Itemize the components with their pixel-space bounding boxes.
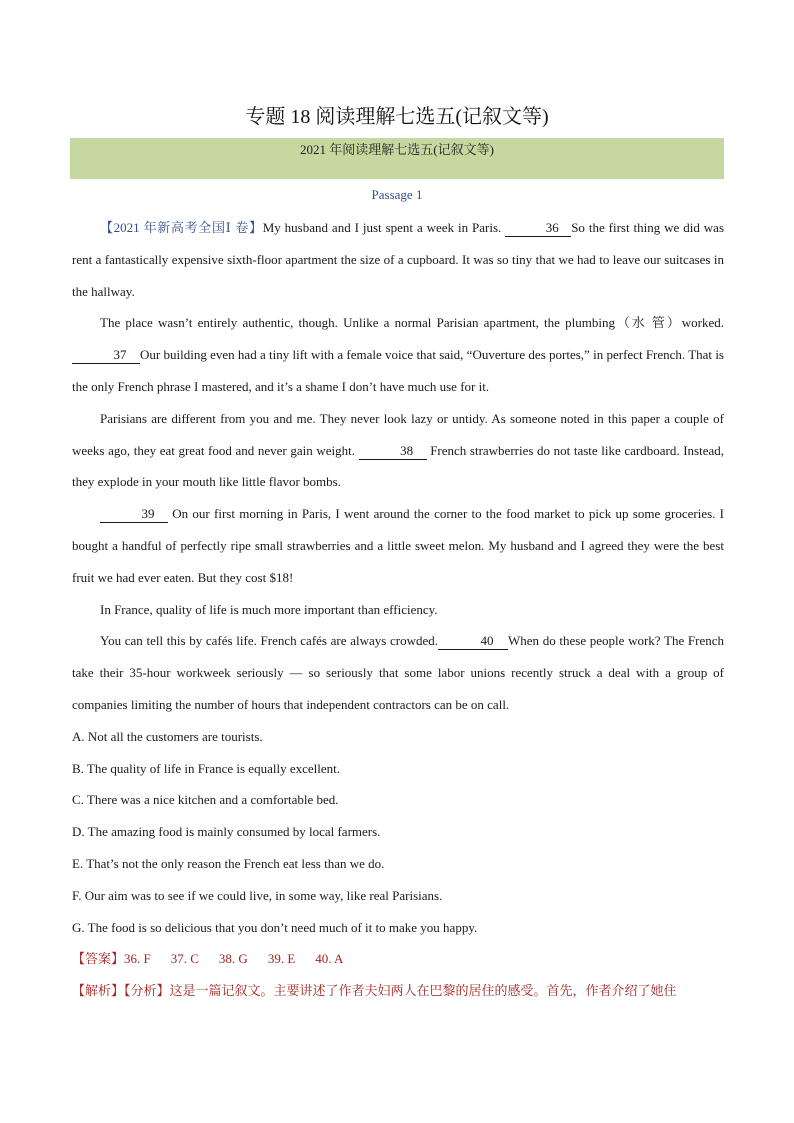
source-tag: 【2021 年新高考全国Ⅰ 卷】 (100, 220, 263, 235)
paragraph-2-text-a: The place wasn’t entirely authentic, though. Unlike a normal Parisian apartment, the plumbing（水 管）worked. (100, 315, 724, 331)
subtitle-band (70, 138, 724, 179)
paragraph-2-text-b: Our building even had a tiny lift with a female voice that said, “Ouverture des portes,” in perfect French. That is the only French phrase I mastered, and it’s a shame I don’t have much use for it. (72, 347, 724, 394)
answer-36: 36. F (124, 951, 151, 967)
option-d: D. The amazing food is mainly consumed by local farmers. (72, 824, 381, 840)
blank-38: 38 (359, 443, 427, 460)
paragraph-4 (72, 498, 724, 593)
answer-39: 39. E (267, 951, 296, 967)
option-f: F. Our aim was to see if we could live, in some way, like real Parisians. (72, 887, 443, 903)
answer-label: 【答案】 (72, 951, 125, 967)
paragraph-5 (72, 594, 724, 626)
analysis-text: 这是一篇记叙文。主要讲述了作者夫妇两人在巴黎的居住的感受。首先，作者介绍了她住 (169, 983, 677, 999)
subtitle: 2021 年阅读理解七选五(记叙文等) (300, 142, 494, 157)
paragraph-3-text-a: Parisians are different from you and me. They never look lazy or untidy. As someone noted in this paper a couple of weeks ago, they eat great food and never gain weight. (72, 410, 724, 458)
paragraph-5-text: In France, quality of life is much more important than efficiency. (100, 601, 438, 617)
option-c: C. There was a nice kitchen and a comfortable bed. (72, 792, 339, 808)
passage-label: Passage 1 (371, 187, 423, 202)
paragraph-1-text-a: My husband and I just spent a week in Paris. (262, 220, 502, 235)
answer-38: 38. G (218, 951, 248, 967)
analysis-label: 【解析】【分析】 (72, 983, 170, 999)
passage-body (72, 212, 724, 1007)
paragraph-6-text-b: When do these people work? The French take their 35-hour workweek seriously — so seriously that some labor unions recently struck a deal with a group of companies limiting the number of hours that independent contractors can be on call. (72, 633, 724, 712)
blank-37: 37 (72, 347, 140, 364)
option-g: G. The food is so delicious that you don’t need much of it to make you happy. (72, 919, 478, 935)
analysis-row (72, 975, 724, 1007)
paragraph-6-text-a: You can tell this by cafés life. French cafés are always crowded. (100, 633, 438, 649)
paragraph-6 (72, 625, 724, 720)
paragraph-1-text-b: So the first thing we did was rent a fantastically expensive sixth-floor apartment the size of a cupboard. It was so tiny that we had to leave our suitcases in the hallway. (72, 220, 724, 299)
answer-40: 40. A (315, 951, 344, 967)
paragraph-4-text-b: On our first morning in Paris, I went around the corner to the food market to pick up some groceries. I bought a handful of perfectly ripe small strawberries and a little sweet melon. My husband and I agreed they were the best fruit we had ever eaten. But they cost $18! (72, 506, 724, 585)
option-b: B. The quality of life in France is equally excellent. (72, 760, 340, 776)
paragraph-2 (72, 307, 724, 402)
page-title: 专题 18 阅读理解七选五(记叙文等) (245, 106, 549, 128)
paragraph-1 (72, 212, 724, 307)
blank-36: 36 (505, 220, 571, 237)
blank-39: 39 (100, 506, 168, 523)
answer-row (72, 943, 724, 975)
answer-37: 37. C (170, 951, 199, 967)
option-e: E. That’s not the only reason the French eat less than we do. (72, 855, 385, 871)
option-a: A. Not all the customers are tourists. (72, 728, 263, 744)
blank-40: 40 (438, 633, 508, 650)
paragraph-3-text-b: French strawberries do not taste like cardboard. Instead, they explode in your mouth like little flavor bombs. (72, 442, 724, 490)
paragraph-3 (72, 403, 724, 498)
